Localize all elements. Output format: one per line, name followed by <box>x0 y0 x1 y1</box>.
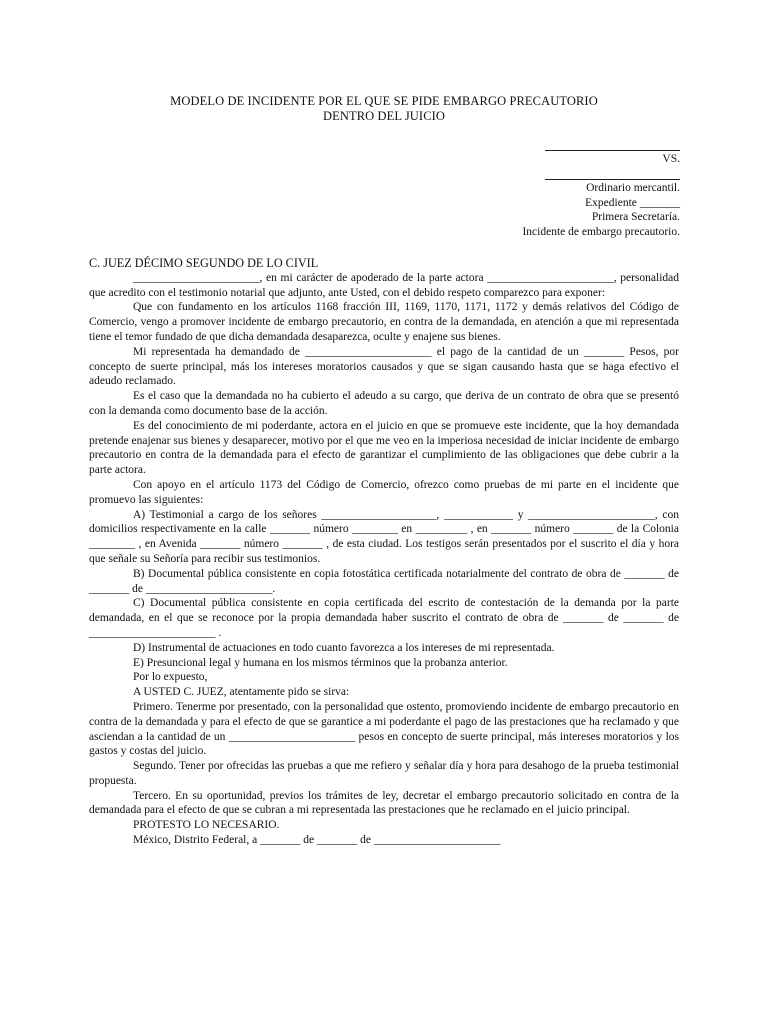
petition-second: Segundo. Tener por ofrecidas las pruebas a que me refiero y señalar día y hora para desahogo de la prueba testimonial propuesta. <box>89 760 679 787</box>
evidence-d: D) Instrumental de actuaciones en todo cuanto favorezca a los intereses de mi representada. <box>133 641 555 654</box>
case-file-number: Expediente _______ <box>585 196 680 209</box>
paragraph-risk: Es del conocimiento de mi poderdante, actora en el juicio en que se promueve este incidente, que la hoy demandada pretende enajenar sus bienes y desaparecer, motivo por el que me veo en la imperiosa necesidad de iniciar incidente de embargo precautorio en contra de la demandada para el efecto de garantizar el cumplimiento de las obligaciones que debe cubrir a la parte actora. <box>89 419 679 477</box>
case-incident: Incidente de embargo precautorio. <box>522 225 680 238</box>
evidence-c: C) Documental pública consistente en copia certificada del escrito de contestación de la demanda por la parte demandada, en el que se reconoce por la propia demandada haber suscrito el contrato de obra de _______ de _______ de ______________________ . <box>89 597 679 639</box>
paragraph-claim: Mi representada ha demandado de ______________________ el pago de la cantidad de un _______ Pesos, por concepto de suerte principal, más los intereses moratorios causados y que se sigan causando hasta que se haga efectivo el adeudo reclamado. <box>89 345 679 388</box>
evidence-a: A) Testimonial a cargo de los señores ____________________, ____________ y ______________________, con domicilios respectivamente en la calle _______ número ________ en _________ , en _______ número _______ de la Colonia ________ , en Avenida _______ número _______ , de esta ciudad. Los testigos serán presentados por el suscrito el día y hora que señale su Señoría para recibir sus testimonios. <box>89 508 679 565</box>
paragraph-request: A USTED C. JUEZ, atentamente pido se sirva: <box>133 686 350 699</box>
case-secretariat: Primera Secretaría. <box>591 211 680 224</box>
paragraph-intro: ______________________, en mi carácter de apoderado de la parte actora ______________________, personalidad que acredito con el testimonio notarial que adjunto, ante Usted, con el debido respeto comparezco para exponer: <box>89 271 679 299</box>
petition-third: Tercero. En su oportunidad, previos los trámites de ley, decretar el embargo precautorio solicitado en contra de la demandada para el efecto de que se cubran a mi representada las prestaciones que he reclamado en el juicio principal. <box>89 789 679 817</box>
paragraph-legal-basis: Que con fundamento en los artículos 1168 fracción III, 1169, 1170, 1171, 1172 y demás relativos del Código de Comercio, vengo a promover incidente de embargo precautorio, en contra de la demandada, en atención a que mi representada tiene el temor fundado de que dicha demandada desaparezca, oculte y enajene sus bienes. <box>89 301 679 343</box>
paragraph-therefore: Por lo expuesto, <box>133 671 208 684</box>
versus-label: VS. <box>662 153 680 165</box>
petition-first: Primero. Tenerme por presentado, con la personalidad que ostento, promoviendo incidente de embargo precautorio en contra de la demandada y para el efecto de que se garantice a mi poderdante el pago de las prestaciones que ha reclamado y que asciendan a la cantidad de un ______________________ pesos en concepto de suerte principal, más intereses moratorios y los gastos y costas del juicio. <box>89 700 679 758</box>
paragraph-debt: Es el caso que la demandada no ha cubierto el adeudo a su cargo, que deriva de un contrato de obra que se presentó con la demanda como documento base de la acción. <box>89 390 679 417</box>
document-title-line-1: MODELO DE INCIDENTE POR EL QUE SE PIDE EMBARGO PRECAUTORIO <box>170 94 598 108</box>
case-type: Ordinario mercantil. <box>586 182 680 194</box>
document-title-line-2: DENTRO DEL JUICIO <box>322 109 446 123</box>
party-blank-line <box>545 150 680 151</box>
document-body <box>89 256 679 848</box>
protest-line: PROTESTO LO NECESARIO. <box>133 819 280 832</box>
evidence-e: E) Presuncional legal y humana en los mismos términos que la probanza anterior. <box>133 656 508 669</box>
evidence-b: B) Documental pública consistente en copia fotostática certificada notarialmente del contrato de obra de _______ de _______ de ______________________. <box>89 567 679 595</box>
case-info-block <box>522 181 680 239</box>
paragraph-evidence-intro: Con apoyo en el artículo 1173 del Código de Comercio, ofrezco como pruebas de mi parte en el incidente que promuevo las siguientes: <box>89 478 679 506</box>
counterparty-blank-line <box>545 179 680 180</box>
salutation: C. JUEZ DÉCIMO SEGUNDO DE LO CIVIL <box>89 256 319 270</box>
place-date-line: México, Distrito Federal, a _______ de _______ de ______________________ <box>133 834 501 847</box>
